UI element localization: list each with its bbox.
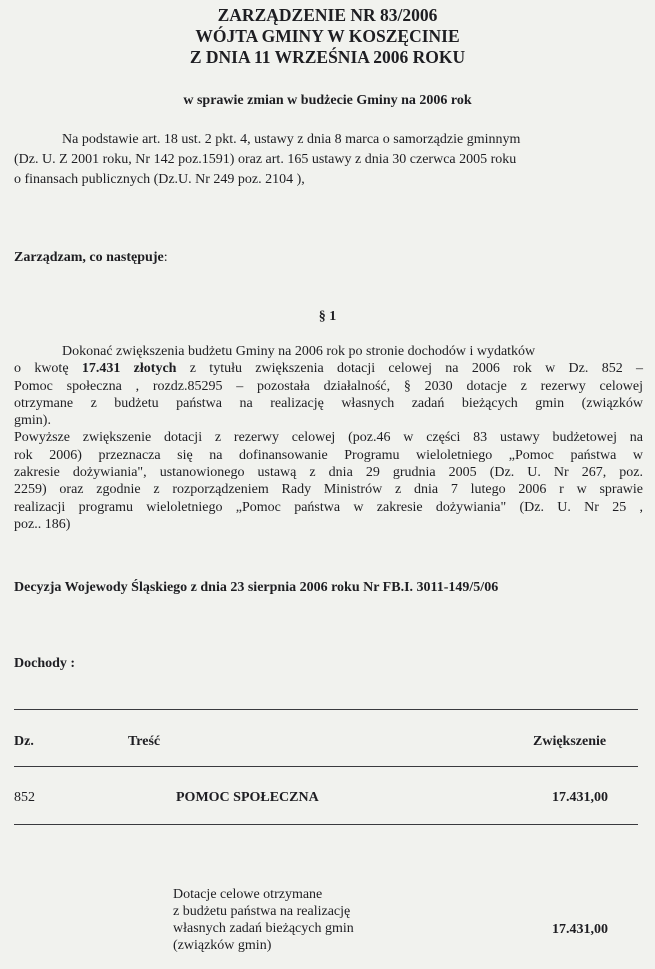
body-line-8: zakresie dożywiania", ustanowionego ustawą z dnia 29 grudnia 2005 (Dz. U. Nr 267, poz. [14, 465, 643, 481]
title-line-2: WÓJTA GMINY W KOSZĘCINIE [195, 26, 460, 46]
body-line-9: 2259) oraz zgodnie z rozporządzeniem Rady Ministrów z dnia 7 lutego 2006 r w sprawie [14, 482, 643, 498]
body-line-5: gmin). [14, 413, 51, 429]
document-title [0, 5, 655, 68]
body-line-4: otrzymane z budżetu państwa na realizację własnych zadań bieżących gmin (związków [14, 395, 643, 411]
preamble-line-1: Na podstawie art. 18 ust. 2 pkt. 4, ustawy z dnia 8 marca o samorządzie gminnym [62, 132, 521, 147]
body-line-2-pre: o kwotę [14, 361, 82, 377]
row2-amount: 17.431,00 [552, 922, 608, 937]
row1-amount: 17.431,00 [552, 790, 608, 805]
row1-tresc: POMOC SPOŁECZNA [176, 790, 319, 805]
title-line-1: ZARZĄDZENIE NR 83/2006 [217, 5, 438, 25]
body-line-2-post: z tytułu zwiększenia dotacji celowej na 2006 rok w Dz. 852 – [176, 361, 644, 377]
body-line-11: poz.. 186) [14, 516, 71, 532]
row2-description [173, 886, 354, 954]
ordain-colon: : [163, 250, 168, 265]
decision-reference: Decyzja Wojewody Śląskiego z dnia 23 sierpnia 2006 roku Nr FB.I. 3011-149/5/06 [14, 580, 499, 595]
header-zwiekszenie: Zwiększenie [533, 734, 607, 749]
preamble [14, 130, 634, 190]
row1-rule [14, 824, 638, 825]
row2-desc-line-3: własnych zadań bieżących gmin [173, 921, 354, 936]
body-line-7: rok 2006) przeznacza się na dofinansowanie Programu wieloletniego „Pomoc państwa w [14, 447, 643, 463]
income-label: Dochody : [14, 656, 76, 671]
body-line-10: realizacji programu wieloletniego „Pomoc państwa w zakresie dożywiania" (Dz. U. Nr 25 , [14, 499, 643, 515]
preamble-line-3: o finansach publicznych (Dz.U. Nr 249 poz. 2104 ), [14, 172, 305, 187]
preamble-line-2: (Dz. U. Z 2001 roku, Nr 142 poz.1591) oraz art. 165 ustawy z dnia 30 czerwca 2005 roku [14, 152, 517, 167]
section-body [14, 343, 643, 533]
row2-desc-line-2: z budżetu państwa na realizację [173, 904, 351, 919]
row2-desc-line-4: (związków gmin) [173, 938, 272, 953]
header-dz: Dz. [14, 734, 34, 749]
header-tresc: Treść [128, 734, 161, 749]
document-subject: w sprawie zmian w budżecie Gminy na 2006 rok [183, 93, 472, 108]
body-line-6: Powyższe zwiększenie dotacji z rezerwy celowej (poz.46 w części 83 ustawy budżetowej na [14, 430, 643, 446]
row1-dz: 852 [14, 790, 35, 805]
amount-bold: 17.431 złotych [81, 361, 177, 377]
section-mark: § 1 [318, 309, 337, 324]
row2-desc-line-1: Dotacje celowe otrzymane [173, 887, 323, 902]
body-line-1: Dokonać zwiększenia budżetu Gminy na 2006 rok po stronie dochodów i wydatków [62, 344, 536, 359]
table-top-rule [14, 709, 638, 710]
ordain-text: Zarządzam, co następuje [14, 250, 164, 265]
body-line-3: Pomoc społeczna , rozdz.85295 – pozostała działalność, § 2030 dotacje z rezerwy celowej [14, 378, 643, 394]
body-line-2 [14, 360, 643, 377]
ordain-heading [14, 250, 168, 266]
header-rule [14, 766, 638, 767]
title-line-3: Z DNIA 11 WRZEŚNIA 2006 ROKU [189, 47, 466, 67]
